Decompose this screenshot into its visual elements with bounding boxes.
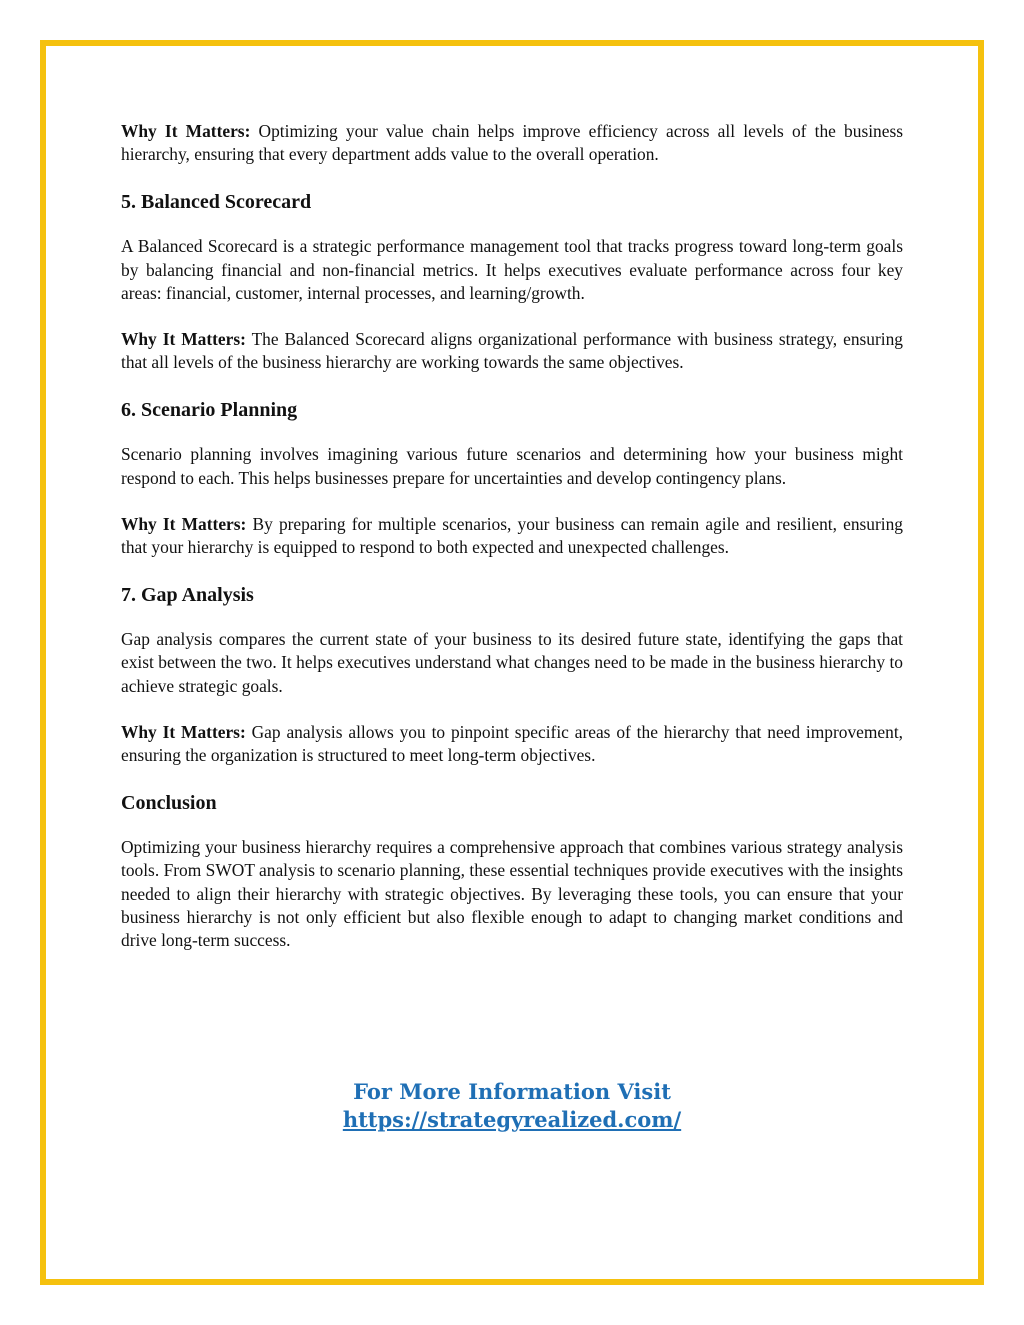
conclusion-body: Optimizing your business hierarchy requires a comprehensive approach that combines various strategy analysis tools. From SWOT analysis to scenario planning, these essential techniques provide executives with the insights needed to align their hierarchy with strategic objectives. By leveraging these tools, you can ensure that your business hierarchy is not only efficient but also flexible enough to adapt to changing market conditions and drive long-term success. [121,837,903,951]
footer-more-info [121,1078,903,1134]
footer-heading: For More Information Visit [353,1079,671,1104]
why-it-matters-label: Why It Matters: [121,513,247,534]
balanced-scorecard-why-it-matters [121,328,903,374]
value-chain-why-it-matters [121,120,903,166]
gap-analysis-why-it-matters [121,721,903,767]
scenario-planning-body: Scenario planning involves imagining various future scenarios and determining how your business might respond to each. This helps businesses prepare for uncertainties and develop contingency plans. [121,444,903,488]
website-link[interactable]: https://strategyrealized.com/ [342,1107,682,1132]
scenario-planning-why-it-matters [121,513,903,559]
why-it-matters-text: Optimizing your value chain helps improve efficiency across all levels of the business hierarchy, ensuring that every department adds value to the overall operation. [121,121,903,165]
balanced-scorecard-body: A Balanced Scorecard is a strategic performance management tool that tracks progress toward long-term goals by balancing financial and non-financial metrics. It helps executives evaluate performance across four key areas: financial, customer, internal processes, and learning/growth. [121,236,903,303]
why-it-matters-text: The Balanced Scorecard aligns organizational performance with business strategy, ensuring that all levels of the business hierarchy are working towards the same objectives. [121,329,903,373]
why-it-matters-text: By preparing for multiple scenarios, your business can remain agile and resilient, ensuring that your hierarchy is equipped to respond to both expected and unexpected challenges. [121,513,903,558]
heading-scenario-planning: 6. Scenario Planning [121,399,298,422]
heading-balanced-scorecard: 5. Balanced Scorecard [121,191,312,214]
gap-analysis-body: Gap analysis compares the current state of your business to its desired future state, identifying the gaps that exist between the two. It helps executives understand what changes need to be made in the business hierarchy to achieve strategic goals. [121,629,903,696]
why-it-matters-text: Gap analysis allows you to pinpoint specific areas of the hierarchy that need improvement, ensuring the organization is structured to meet long-term objectives. [121,721,904,766]
heading-gap-analysis: 7. Gap Analysis [121,584,254,607]
why-it-matters-label: Why It Matters: [121,121,251,141]
document-body [121,120,903,952]
heading-conclusion: Conclusion [121,792,217,815]
why-it-matters-label: Why It Matters: [121,329,246,350]
why-it-matters-label: Why It Matters: [121,721,246,742]
